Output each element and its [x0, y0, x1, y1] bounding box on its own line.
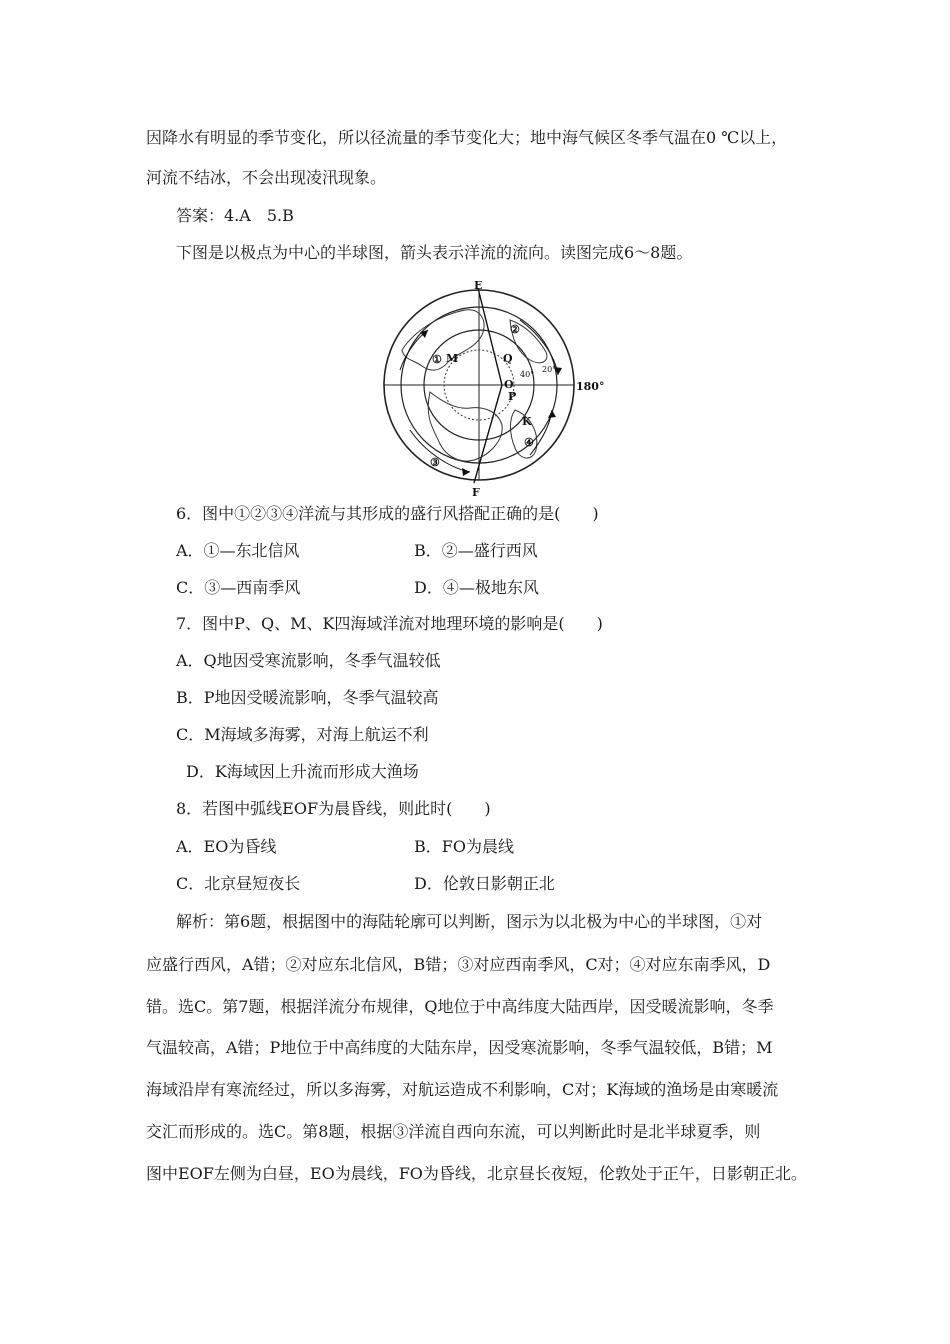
- analysis-line: 图中EOF左侧为白昼，EO为晨线，FO为昏线，北京昼长夜短，伦敦处于正午，日影朝正北。: [146, 1164, 807, 1183]
- question-7-option-c: C．M海域多海雾，对海上航运不利: [176, 725, 429, 744]
- label-180: 180°: [576, 380, 605, 393]
- analysis-line: 海域沿岸有寒流经过，所以多海雾，对航运造成不利影响，C对；K海域的渔场是由寒暖流: [146, 1080, 779, 1099]
- label-m: M: [446, 352, 459, 365]
- landmass-outline: [428, 392, 502, 461]
- label-40: 40°: [520, 370, 535, 379]
- current-label-3: ③: [430, 456, 440, 469]
- label-k: K: [522, 415, 532, 428]
- current-label-4: ④: [524, 436, 534, 449]
- question-7-stem: 7．图中P、Q、M、K四海域洋流对地理环境的影响是( ): [176, 614, 603, 633]
- question-6-option-d: D．④—极地东风: [414, 578, 539, 597]
- question-8-option-b: B．FO为晨线: [414, 837, 514, 856]
- question-7-option-a: A．Q地因受寒流影响，冬季气温较低: [176, 651, 441, 670]
- question-8-stem: 8．若图中弧线EOF为晨昏线，则此时( ): [176, 799, 491, 818]
- label-p: P: [508, 390, 517, 403]
- answer-line: 答案：4.A 5.B: [176, 206, 294, 225]
- text-line: 河流不结冰，不会出现凌汛现象。: [146, 168, 387, 187]
- current-arrow: [410, 430, 470, 472]
- label-q: Q: [503, 352, 513, 365]
- question-8-option-d: D．伦敦日影朝正北: [414, 874, 555, 893]
- label-20: 20°: [542, 365, 557, 374]
- question-6-stem: 6．图中①②③④洋流与其形成的盛行风搭配正确的是( ): [176, 504, 599, 523]
- polar-hemisphere-map: [370, 280, 620, 500]
- current-label-2: ②: [510, 323, 520, 336]
- label-e: E: [474, 280, 483, 292]
- question-6-option-a: A．①—东北信风: [176, 541, 300, 560]
- text-line: 因降水有明显的季节变化，所以径流量的季节变化大；地中海气候区冬季气温在0 ℃以上，: [146, 128, 788, 147]
- analysis-line: 应盛行西风，A错；②对应东北信风，B错；③对应西南季风，C对；④对应东南季风，D: [146, 955, 771, 974]
- label-o: O: [504, 378, 514, 391]
- question-7-option-b: B．P地因受暖流影响，冬季气温较高: [176, 688, 439, 707]
- landmass-outline: [402, 310, 484, 370]
- analysis-line: 解析：第6题，根据图中的海陆轮廓可以判断，图示为以北极为中心的半球图，①对: [176, 912, 763, 931]
- current-label-1: ①: [432, 353, 442, 366]
- figure-intro: 下图是以极点为中心的半球图，箭头表示洋流的流向。读图完成6～8题。: [176, 243, 693, 262]
- question-6-option-c: C．③—西南季风: [176, 578, 301, 597]
- question-8-option-c: C．北京昼短夜长: [176, 874, 301, 893]
- question-7-option-d: D．K海域因上升流而形成大渔场: [186, 762, 419, 781]
- analysis-line: 气温较高，A错；P地位于中高纬度的大陆东岸，因受寒流影响，冬季气温较低，B错；M: [146, 1038, 773, 1057]
- label-f: F: [472, 486, 480, 499]
- question-8-option-a: A．EO为昏线: [176, 837, 277, 856]
- question-6-option-b: B．②—盛行西风: [414, 541, 538, 560]
- analysis-line: 错。选C。第7题，根据洋流分布规律，Q地位于中高纬度大陆西岸，因受暖流影响，冬季: [146, 997, 774, 1016]
- analysis-line: 交汇而形成的。选C。第8题，根据③洋流自西向东流，可以判断此时是北半球夏季，则: [146, 1122, 761, 1141]
